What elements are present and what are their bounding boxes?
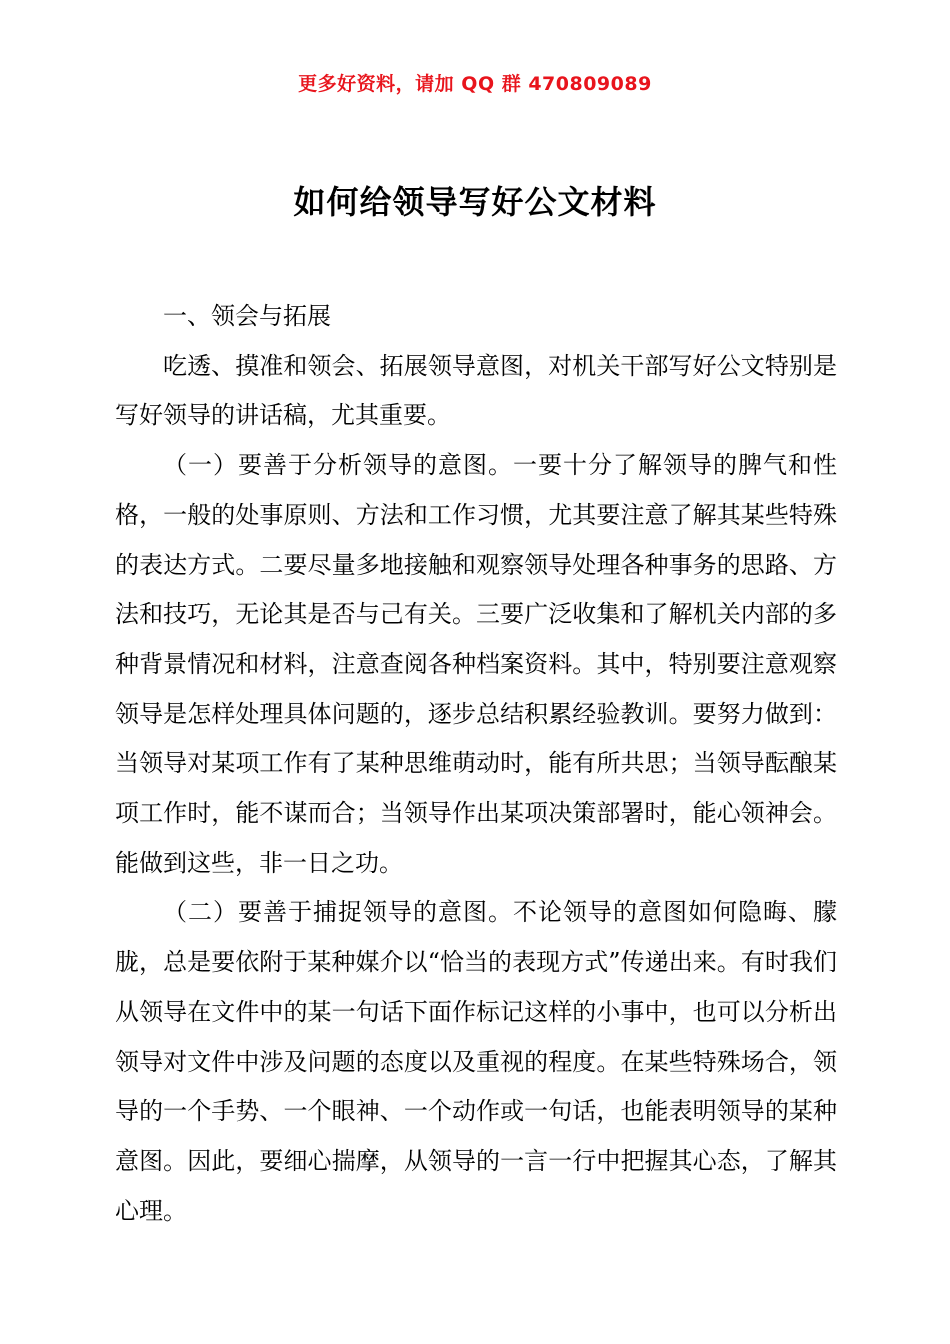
section-heading: 一、领会与拓展 (163, 302, 331, 330)
promo-banner: 更多好资料，请加 QQ 群 470809089 (298, 73, 652, 95)
document-body (115, 292, 837, 1236)
body-paragraph: （二）要善于捕捉领导的意图。不论领导的意图如何隐晦、朦胧，总是要依附于某种媒介以“恰当的表现方式”传递出来。有时我们从领导在文件中的某一句话下面作标记这样的小事中，也可以分析出领导对文件中涉及问题的态度以及重视的程度。在某些特殊场合，领导的一个手势、一个眼神、一个动作或一句话，也能表明领导的某种意图。因此，要细心揣摩，从领导的一言一行中把握其心态，了解其心理。 (115, 898, 837, 1225)
body-paragraph: 吃透、摸准和领会、拓展领导意图，对机关干部写好公文特别是写好领导的讲话稿，尤其重要。 (115, 351, 837, 430)
document-title: 如何给领导写好公文材料 (293, 183, 657, 221)
body-paragraph: （一）要善于分析领导的意图。一要十分了解领导的脾气和性格，一般的处事原则、方法和工作习惯，尤其要注意了解其某些特殊的表达方式。二要尽量多地接触和观察领导处理各种事务的思路、方法和技巧，无论其是否与己有关。三要广泛收集和了解机关内部的多种背景情况和材料，注意查阅各种档案资料。其中，特别要注意观察领导是怎样处理具体问题的，逐步总结积累经验教训。要努力做到：当领导对某项工作有了某种思维萌动时，能有所共思；当领导酝酿某项工作时，能不谋而合；当领导作出某项决策部署时，能心领神会。能做到这些，非一日之功。 (115, 451, 837, 877)
